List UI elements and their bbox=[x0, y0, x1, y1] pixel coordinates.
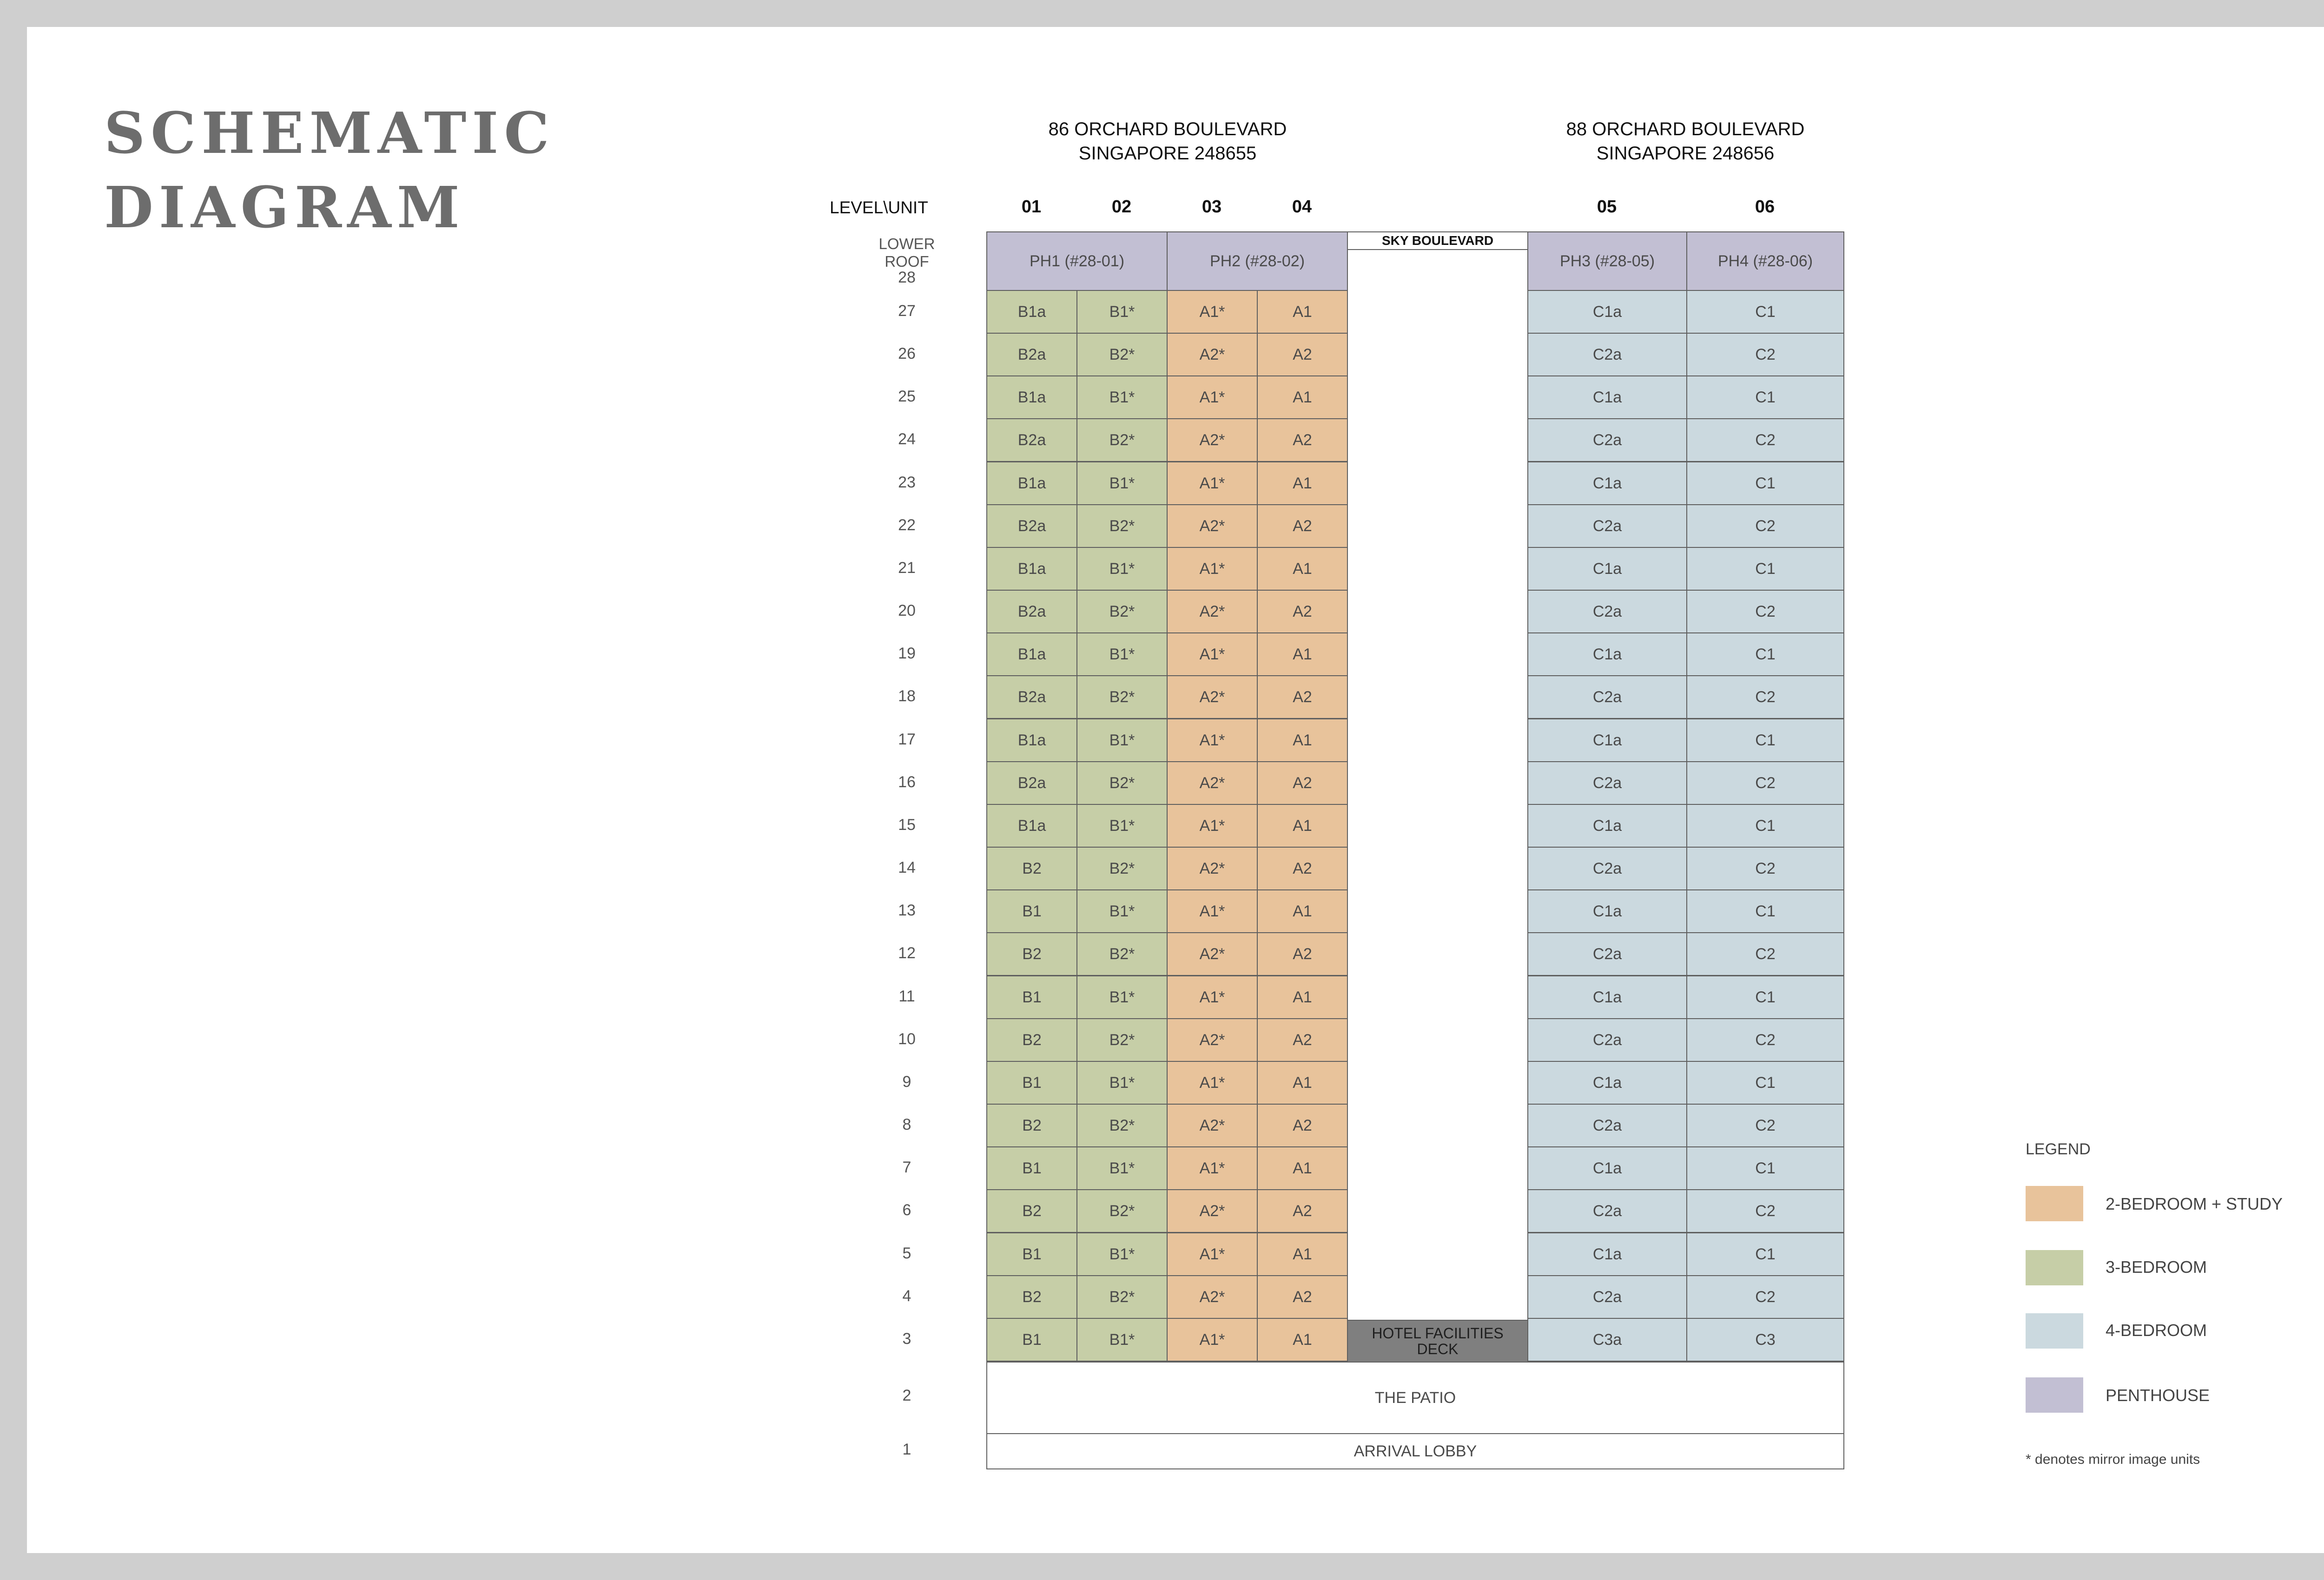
unit-cell: A1* bbox=[1167, 975, 1258, 1019]
unit-cell: A1* bbox=[1167, 804, 1258, 848]
penthouse-ph3: PH3 (#28-05) bbox=[1527, 231, 1687, 291]
unit-cell: C1a bbox=[1527, 975, 1687, 1019]
unit-cell: B2* bbox=[1076, 1189, 1168, 1233]
unit-cell: B2* bbox=[1076, 847, 1168, 890]
unit-cell: C2 bbox=[1686, 675, 1844, 719]
unit-cell: C2a bbox=[1527, 1018, 1687, 1062]
tower-name: 88 ORCHARD BOULEVARD bbox=[1566, 119, 1805, 139]
unit-cell: A2 bbox=[1257, 590, 1348, 633]
unit-cell: B1* bbox=[1076, 1061, 1168, 1105]
unit-cell: B2 bbox=[986, 1189, 1077, 1233]
unit-cell: B1* bbox=[1076, 718, 1168, 762]
unit-cell: A2 bbox=[1257, 1189, 1348, 1233]
hotel-deck-line-2: DECK bbox=[1417, 1341, 1459, 1357]
level-label-12: 12 bbox=[898, 944, 916, 962]
unit-cell: A1 bbox=[1257, 804, 1348, 848]
unit-cell: C2a bbox=[1527, 504, 1687, 548]
unit-cell: B1 bbox=[986, 1232, 1077, 1276]
unit-cell: A2 bbox=[1257, 1104, 1348, 1147]
unit-cell: A2* bbox=[1167, 932, 1258, 976]
unit-cell: B2a bbox=[986, 333, 1077, 376]
level-label-24: 24 bbox=[898, 430, 916, 448]
page-title bbox=[104, 96, 555, 244]
unit-cell: A1* bbox=[1167, 718, 1258, 762]
unit-cell: A2* bbox=[1167, 675, 1258, 719]
level-label-28: 28 bbox=[898, 269, 916, 286]
level-label-13: 13 bbox=[898, 902, 916, 919]
tower-postal: SINGAPORE 248655 bbox=[1078, 143, 1257, 164]
unit-header-03: 03 bbox=[1202, 197, 1222, 217]
unit-cell: A1* bbox=[1167, 375, 1258, 419]
unit-cell: A1* bbox=[1167, 547, 1258, 591]
unit-cell: A2* bbox=[1167, 504, 1258, 548]
unit-cell: B2 bbox=[986, 847, 1077, 890]
level-label-7: 7 bbox=[902, 1159, 911, 1176]
unit-cell: B2* bbox=[1076, 675, 1168, 719]
arrival-lobby: ARRIVAL LOBBY bbox=[986, 1433, 1844, 1469]
level-label-1: 1 bbox=[902, 1441, 911, 1458]
legend-label-3-bedroom: 3-BEDROOM bbox=[2106, 1257, 2207, 1277]
unit-cell: A1* bbox=[1167, 889, 1258, 933]
unit-cell: B1* bbox=[1076, 804, 1168, 848]
unit-cell: C1 bbox=[1686, 461, 1844, 505]
penthouse-ph1: PH1 (#28-01) bbox=[986, 231, 1168, 291]
unit-cell: B2 bbox=[986, 1104, 1077, 1147]
unit-cell: C2 bbox=[1686, 761, 1844, 805]
unit-cell: A1 bbox=[1257, 718, 1348, 762]
unit-cell: A2 bbox=[1257, 761, 1348, 805]
unit-cell: B1* bbox=[1076, 290, 1168, 334]
unit-cell: A2 bbox=[1257, 333, 1348, 376]
unit-cell: C1 bbox=[1686, 975, 1844, 1019]
unit-cell: B1* bbox=[1076, 461, 1168, 505]
unit-cell: C1a bbox=[1527, 547, 1687, 591]
unit-cell: A1 bbox=[1257, 889, 1348, 933]
unit-cell: C1a bbox=[1527, 632, 1687, 676]
unit-cell: C2a bbox=[1527, 333, 1687, 376]
unit-cell: A2* bbox=[1167, 1104, 1258, 1147]
legend-swatch-3-bedroom bbox=[2026, 1250, 2083, 1285]
unit-cell: C1 bbox=[1686, 1146, 1844, 1190]
unit-cell: C1 bbox=[1686, 804, 1844, 848]
unit-cell: A1* bbox=[1167, 461, 1258, 505]
unit-cell: B1* bbox=[1076, 632, 1168, 676]
hotel-facilities-deck bbox=[1347, 1320, 1528, 1363]
level-label-9: 9 bbox=[902, 1073, 911, 1091]
unit-cell: B1a bbox=[986, 718, 1077, 762]
unit-cell: A2* bbox=[1167, 590, 1258, 633]
unit-cell: B2* bbox=[1076, 1018, 1168, 1062]
unit-cell: B1 bbox=[986, 1318, 1077, 1362]
unit-cell: C1 bbox=[1686, 375, 1844, 419]
level-label-25: 25 bbox=[898, 388, 916, 405]
level-label-20: 20 bbox=[898, 602, 916, 619]
tower-heading-88 bbox=[1476, 117, 1895, 165]
unit-header-01: 01 bbox=[1021, 197, 1042, 217]
level-label-3: 3 bbox=[902, 1330, 911, 1348]
unit-cell: C1 bbox=[1686, 718, 1844, 762]
unit-cell: C2a bbox=[1527, 847, 1687, 890]
level-unit-header: LEVEL\UNIT bbox=[830, 198, 928, 217]
unit-cell: A2 bbox=[1257, 418, 1348, 462]
legend-label-penthouse: PENTHOUSE bbox=[2106, 1386, 2210, 1405]
unit-cell: B1* bbox=[1076, 889, 1168, 933]
unit-cell: A2 bbox=[1257, 675, 1348, 719]
unit-cell: B2* bbox=[1076, 932, 1168, 976]
unit-cell: C1a bbox=[1527, 375, 1687, 419]
unit-cell: A1* bbox=[1167, 1061, 1258, 1105]
unit-cell: C1a bbox=[1527, 1061, 1687, 1105]
unit-cell: C2 bbox=[1686, 1104, 1844, 1147]
hotel-deck-line-1: HOTEL FACILITIES bbox=[1372, 1325, 1504, 1342]
unit-cell: B2* bbox=[1076, 1275, 1168, 1319]
unit-cell: C2a bbox=[1527, 932, 1687, 976]
unit-cell: A1* bbox=[1167, 1146, 1258, 1190]
unit-cell: C2 bbox=[1686, 847, 1844, 890]
unit-cell: A2 bbox=[1257, 1018, 1348, 1062]
unit-cell: B2a bbox=[986, 590, 1077, 633]
legend-title: LEGEND bbox=[2026, 1140, 2091, 1158]
unit-cell: A2 bbox=[1257, 847, 1348, 890]
unit-cell: C1 bbox=[1686, 889, 1844, 933]
unit-cell: B2 bbox=[986, 1275, 1077, 1319]
unit-cell: C1a bbox=[1527, 461, 1687, 505]
unit-cell: C2 bbox=[1686, 1275, 1844, 1319]
unit-cell: B1a bbox=[986, 804, 1077, 848]
unit-cell: B1 bbox=[986, 975, 1077, 1019]
unit-cell: A2* bbox=[1167, 1018, 1258, 1062]
unit-cell: C2a bbox=[1527, 1104, 1687, 1147]
level-label-6: 6 bbox=[902, 1201, 911, 1219]
tower-heading-86 bbox=[958, 117, 1377, 165]
legend-swatch-2-bedroom-study bbox=[2026, 1186, 2083, 1221]
unit-cell: B1a bbox=[986, 632, 1077, 676]
unit-cell: B1 bbox=[986, 1146, 1077, 1190]
unit-cell: C2 bbox=[1686, 1189, 1844, 1233]
unit-cell: A2* bbox=[1167, 418, 1258, 462]
unit-cell: B2* bbox=[1076, 1104, 1168, 1147]
unit-cell: A1 bbox=[1257, 290, 1348, 334]
unit-cell: C3 bbox=[1686, 1318, 1844, 1362]
unit-cell: A1 bbox=[1257, 632, 1348, 676]
unit-cell: C2 bbox=[1686, 590, 1844, 633]
unit-cell: C1 bbox=[1686, 547, 1844, 591]
level-label-5: 5 bbox=[902, 1244, 911, 1262]
unit-cell: B2* bbox=[1076, 504, 1168, 548]
unit-cell: B1a bbox=[986, 461, 1077, 505]
unit-cell: C1 bbox=[1686, 290, 1844, 334]
level-label-11: 11 bbox=[898, 988, 915, 1005]
unit-cell: C2a bbox=[1527, 1189, 1687, 1233]
unit-cell: C2 bbox=[1686, 1018, 1844, 1062]
unit-cell: C2a bbox=[1527, 675, 1687, 719]
unit-cell: A2* bbox=[1167, 333, 1258, 376]
unit-cell: B1* bbox=[1076, 375, 1168, 419]
unit-cell: A1* bbox=[1167, 290, 1258, 334]
unit-cell: A1 bbox=[1257, 1146, 1348, 1190]
unit-cell: C1 bbox=[1686, 632, 1844, 676]
level-label-10: 10 bbox=[898, 1030, 916, 1048]
legend-label-2-bedroom-study: 2-BEDROOM + STUDY bbox=[2106, 1194, 2283, 1213]
unit-cell: C2 bbox=[1686, 333, 1844, 376]
legend-swatch-penthouse bbox=[2026, 1377, 2083, 1413]
unit-cell: A1* bbox=[1167, 1318, 1258, 1362]
unit-cell: C1a bbox=[1527, 290, 1687, 334]
unit-header-02: 02 bbox=[1111, 197, 1132, 217]
unit-cell: B2* bbox=[1076, 590, 1168, 633]
unit-cell: A2* bbox=[1167, 1189, 1258, 1233]
tower-postal: SINGAPORE 248656 bbox=[1596, 143, 1775, 164]
unit-cell: B1a bbox=[986, 547, 1077, 591]
level-label-19: 19 bbox=[898, 645, 916, 662]
roof-label: LOWER ROOF bbox=[878, 235, 935, 270]
the-patio: THE PATIO bbox=[986, 1362, 1844, 1434]
level-label-26: 26 bbox=[898, 345, 916, 362]
unit-cell: B1* bbox=[1076, 975, 1168, 1019]
unit-cell: C2 bbox=[1686, 418, 1844, 462]
level-label-22: 22 bbox=[898, 516, 916, 534]
unit-cell: C1a bbox=[1527, 1232, 1687, 1276]
unit-cell: B1a bbox=[986, 375, 1077, 419]
level-label-21: 21 bbox=[898, 559, 916, 577]
level-label-14: 14 bbox=[898, 859, 916, 876]
unit-cell: C2a bbox=[1527, 761, 1687, 805]
unit-cell: A1 bbox=[1257, 547, 1348, 591]
unit-cell: B1* bbox=[1076, 547, 1168, 591]
unit-cell: A1* bbox=[1167, 1232, 1258, 1276]
unit-cell: C1a bbox=[1527, 889, 1687, 933]
unit-cell: B1* bbox=[1076, 1146, 1168, 1190]
unit-header-06: 06 bbox=[1755, 197, 1775, 217]
unit-cell: A2* bbox=[1167, 847, 1258, 890]
level-label-2: 2 bbox=[902, 1387, 911, 1404]
legend-label-4-bedroom: 4-BEDROOM bbox=[2106, 1321, 2207, 1340]
title-line-2: DIAGRAM bbox=[104, 174, 465, 241]
unit-cell: C2a bbox=[1527, 1275, 1687, 1319]
legend-swatch-4-bedroom bbox=[2026, 1313, 2083, 1349]
level-label-17: 17 bbox=[898, 731, 916, 748]
unit-cell: B2 bbox=[986, 1018, 1077, 1062]
level-label-4: 4 bbox=[902, 1287, 911, 1305]
penthouse-ph4: PH4 (#28-06) bbox=[1686, 231, 1844, 291]
unit-cell: A1 bbox=[1257, 375, 1348, 419]
unit-cell: B1a bbox=[986, 290, 1077, 334]
unit-cell: C1a bbox=[1527, 1146, 1687, 1190]
unit-cell: A2 bbox=[1257, 504, 1348, 548]
unit-cell: A2* bbox=[1167, 761, 1258, 805]
unit-cell: A2* bbox=[1167, 1275, 1258, 1319]
unit-cell: B1* bbox=[1076, 1318, 1168, 1362]
unit-cell: B2a bbox=[986, 675, 1077, 719]
unit-cell: A1 bbox=[1257, 1061, 1348, 1105]
unit-cell: A2 bbox=[1257, 1275, 1348, 1319]
unit-header-05: 05 bbox=[1597, 197, 1617, 217]
level-label-27: 27 bbox=[898, 302, 916, 320]
unit-header-04: 04 bbox=[1292, 197, 1312, 217]
unit-cell: B1 bbox=[986, 1061, 1077, 1105]
unit-cell: B2* bbox=[1076, 418, 1168, 462]
tower-void bbox=[1347, 249, 1528, 1321]
penthouse-ph2: PH2 (#28-02) bbox=[1167, 231, 1348, 291]
level-label-16: 16 bbox=[898, 773, 916, 791]
sky-boulevard: SKY BOULEVARD bbox=[1347, 231, 1528, 250]
unit-cell: C2 bbox=[1686, 504, 1844, 548]
unit-cell: A1 bbox=[1257, 1232, 1348, 1276]
unit-cell: B2a bbox=[986, 504, 1077, 548]
unit-cell: A1 bbox=[1257, 1318, 1348, 1362]
unit-cell: B1* bbox=[1076, 1232, 1168, 1276]
unit-cell: B2* bbox=[1076, 761, 1168, 805]
title-line-1: SCHEMATIC bbox=[104, 99, 555, 166]
unit-cell: A1 bbox=[1257, 975, 1348, 1019]
unit-cell: C1 bbox=[1686, 1061, 1844, 1105]
unit-cell: B2 bbox=[986, 932, 1077, 976]
unit-cell: A1* bbox=[1167, 632, 1258, 676]
level-label-15: 15 bbox=[898, 816, 916, 834]
unit-cell: C1 bbox=[1686, 1232, 1844, 1276]
unit-cell: C2a bbox=[1527, 418, 1687, 462]
unit-cell: C3a bbox=[1527, 1318, 1687, 1362]
level-label-18: 18 bbox=[898, 687, 916, 705]
tower-name: 86 ORCHARD BOULEVARD bbox=[1048, 119, 1287, 139]
unit-cell: B1 bbox=[986, 889, 1077, 933]
unit-cell: C2 bbox=[1686, 932, 1844, 976]
level-label-8: 8 bbox=[902, 1116, 911, 1133]
unit-cell: C2a bbox=[1527, 590, 1687, 633]
unit-cell: B2a bbox=[986, 761, 1077, 805]
unit-cell: A2 bbox=[1257, 932, 1348, 976]
unit-cell: B2* bbox=[1076, 333, 1168, 376]
unit-cell: A1 bbox=[1257, 461, 1348, 505]
unit-cell: C1a bbox=[1527, 804, 1687, 848]
footnote: * denotes mirror image units bbox=[2026, 1452, 2200, 1467]
level-label-23: 23 bbox=[898, 474, 916, 491]
unit-cell: C1a bbox=[1527, 718, 1687, 762]
unit-cell: B2a bbox=[986, 418, 1077, 462]
